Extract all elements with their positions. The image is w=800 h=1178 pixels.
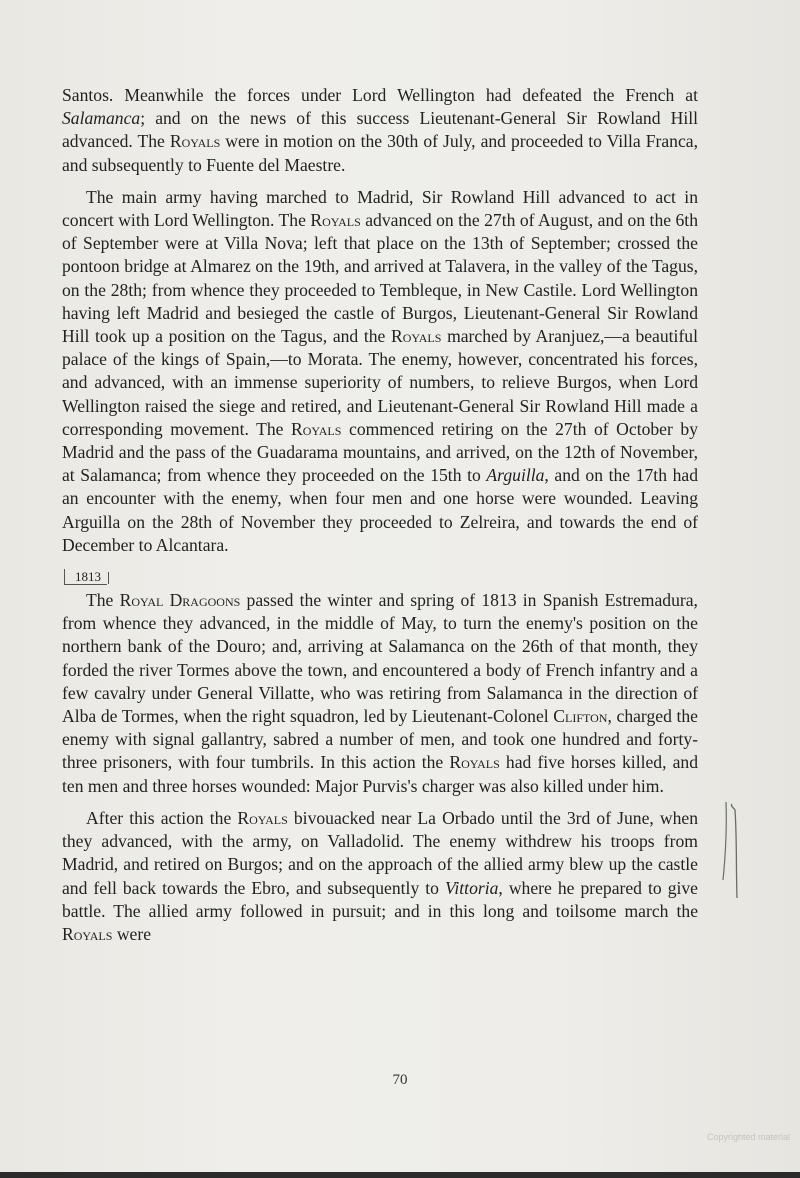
text-run: The — [86, 590, 120, 611]
text-run: had five horses killed, and ten men and three horses wounded: Major Purvis's charger was also killed under him. — [62, 752, 698, 796]
text-run: commenced retiring on the 27th of October by Madrid and the pass of the Guadarama mountains, and arrived, on the 12th of November, at Salamanca; from whence they proceeded on the 15th to — [62, 418, 698, 486]
paragraph-2 — [62, 186, 698, 557]
text-run: passed the winter and spring of 1813 in Spanish Estremadura, from whence they advanced, in the middle of May, to turn the enemy's position on the northern bank of the Douro; and, arriving at Salamanca on the 26th of that month, they forded the river Tormes above the town, and encountered a body of French infantry and a few cavalry under General Villatte, who was retiring from Salamanca in the direction of Alba de Tormes, when the right squadron, led by Lieutenant-Colonel — [62, 590, 698, 727]
text-run: , where he prepared to give battle. The allied army followed in pursuit; and in this long and toilsome march the — [62, 877, 698, 921]
copyright-watermark: Copyrighted material — [706, 1132, 790, 1142]
scan-edge — [0, 1172, 800, 1178]
text-run: , and on the 17th had an encounter with the enemy, when four men and one horse were wounded. Leaving Arguilla on the 28th of November they proceeded to Zelreira, and towards the end of December to Alcantara. — [62, 465, 699, 555]
text-run: Santos. Meanwhile the forces under Lord Wellington had defeated the French at — [62, 85, 698, 105]
text-run: marched by Aranjuez,—a beautiful palace of the kings of Spain,—to Morata. The enemy, however, concentrated his forces, and advanced, with an immense superiority of numbers, to relieve Burgos, when Lord Wellington raised the siege and retired, and Lieutenant-General Sir Rowland Hill made a corresponding movement. The — [62, 326, 698, 439]
small-caps-name: Clifton — [553, 706, 608, 727]
text-run: bivouacked near La Orbado until the 3rd of June, when they advanced, with the army, on Valladolid. The enemy withdrew his troops from Madrid, and retired on Burgos; and on the approach of the allied army blew up the castle and fell back towards the Ebro, and subsequently to — [62, 807, 698, 898]
pencil-margin-mark-icon — [718, 800, 748, 900]
small-caps-regiment: Royals — [237, 807, 288, 828]
italic-place-name: Arguilla — [486, 465, 545, 486]
small-caps-regiment: Royals — [169, 131, 221, 152]
small-caps-regiment: Royals — [449, 752, 500, 773]
text-run: , charged the enemy with signal gallantry, sabred a number of men, and took one hundred and forty-three prisoners, with four tumbrils. In this action the — [62, 706, 698, 773]
paragraph-3 — [62, 589, 698, 798]
text-run: were — [112, 923, 152, 944]
small-caps-regiment: Royals — [310, 210, 361, 231]
year-marker: 1813 — [64, 569, 107, 585]
text-run: advanced on the 27th of August, and on the 6th of September were at Villa Nova; left that place on the 13th of September; crossed the pontoon bridge at Almarez on the 19th, and arrived at Talavera, in the valley of the Tagus, on the 28th; from whence they proceeded to Tembleque, in New Castile. Lord Wellington having left Madrid and besieged the castle of Burgos, Lieutenant-General Sir Rowland Hill took up a position on the Tagus, and the — [62, 210, 698, 347]
body-text — [62, 84, 698, 946]
text-run: ; and on the news of this success Lieutenant-General Sir Rowland Hill advanced. The — [62, 108, 698, 152]
small-caps-regiment: Royals — [62, 923, 113, 944]
paragraph-4 — [62, 807, 698, 946]
text-run: were in motion on the 30th of July, and proceeded to Villa Franca, and subsequently to Fuente del Maestre. — [62, 131, 698, 175]
small-caps-regiment: Royal Dragoons — [119, 590, 241, 611]
small-caps-regiment: Royals — [391, 326, 442, 347]
paragraph-1 — [62, 84, 698, 177]
small-caps-regiment: Royals — [291, 418, 342, 439]
italic-place-name: Salamanca — [62, 108, 141, 129]
text-run: The main army having marched to Madrid, Sir Rowland Hill advanced to act in concert with Lord Wellington. The — [62, 186, 698, 231]
page-number: 70 — [392, 1072, 408, 1088]
italic-place-name: Vittoria — [444, 877, 499, 898]
text-run: After this action the — [86, 807, 238, 828]
